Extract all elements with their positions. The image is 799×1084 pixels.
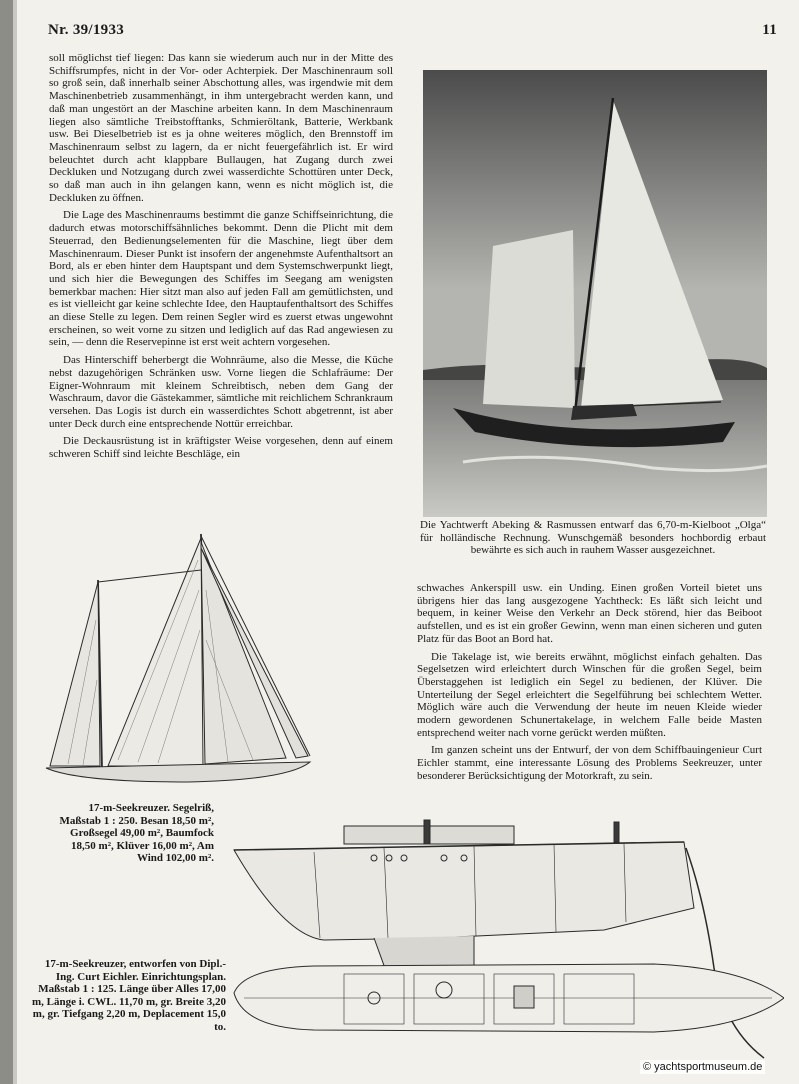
paragraph: Das Hinterschiff beherbergt die Wohnräume, also die Messe, die Küche nebst dazugehörigen Schränken usw. Vorne liegen die Schlafräume: Der Eigner-Wohnraum mit kleinem Schreibtisch, neben dem Gang der Waschraum, davor die Gästekammer, sämtliche mit reichlichem Schrankraum versehen. Das Logis ist durch ein wasserdichtes Schott abgetrennt, ist aber unter Deck durch eine entsprechende Nottür erreichbar.	[49, 354, 393, 430]
sail-plan-caption: 17-m-Seekreuzer. Segelriß, Maßstab 1 : 250. Besan 18,50 m², Großsegel 49,00 m², Baumfock 18,50 m², Klüver 16,00 m², Am Wind 102,00 m².	[59, 802, 214, 865]
watermark-credit: © yachtsportmuseum.de	[640, 1060, 765, 1074]
page-number: 11	[762, 22, 777, 38]
layout-plan-svg	[224, 818, 784, 1068]
sailboat-photo	[423, 70, 767, 517]
left-text-column	[49, 52, 393, 502]
page-spine-edge	[13, 0, 17, 1084]
paragraph: soll möglichst tief liegen: Das kann sie wiederum auch nur in der Mitte des Schiffsrumpfes, nicht in der Vor- oder Achterpiek. Der Maschinenraum soll so groß sein, daß innerhalb seiner Abschottung alles, was irgendwie mit dem Maschinenbetrieb zusammenhängt, in ihm untergebracht werden kann, und daß man ungestört an der Maschine arbeiten kann. In dem Maschinenraum liegen also sämtliche Treibstofftanks, Schmieröltank, Batterie, Werkbank usw. Bei Dieselbetrieb ist es ja ohne weiteres möglich, den Brennstoff im Maschinenraum selbst zu lagern, da er nicht feuergefährlich ist. Er wird beleuchtet durch acht klappbare Bullaugen, hat Zugang durch zwei Deckluken und Notzugang durch zwei wasserdichte Schottüren unter Deck, so daß man auch in ihn gelangen kann, wenn es nicht möglich ist, die Deckluken zu öffnen.	[49, 52, 393, 204]
hull-and-layout-plans	[224, 818, 784, 1068]
sailboat-photo-image	[423, 70, 767, 517]
issue-number: Nr. 39/1933	[48, 22, 125, 38]
paragraph: Die Lage des Maschinenraums bestimmt die ganze Schiffseinrichtung, die dadurch etwas motorschiffsähnliches bekommt. Denn die Plicht mit dem Steuerrad, den Bedienungselementen für die Maschine, liegt über dem Maschinenraum. Dieser Punkt ist insofern der angenehmste Aufenthaltsort an Bord, als er eben hinter dem Hauptspant und dem Systemschwerpunkt liegt, und sich hier die Bewegungen des Schiffes im Seegang am wenigsten bemerkbar machen: Hier sitzt man also auf jeden Fall am gemütlichsten, und es ist vielleicht gar keine schlechte Idee, den Hauptaufenthaltsort des Schiffes an diese Stelle zu legen. Dem reinen Segler wird es zuerst etwas ungewohnt erscheinen, so weit vorne zu sitzen und lediglich auf das Rad angewiesen zu sein, — denn die Reservepinne ist erst weit achtern vorgesehen.	[49, 209, 393, 349]
page-spine-shadow	[0, 0, 13, 1084]
paragraph: schwaches Ankerspill usw. ein Unding. Einen großen Vorteil bietet uns übrigens hier das lang ausgezogene Yachtheck: Es läßt sich leicht und bequem, in keiner Weise den Verkehr an Deck störend, hier das Beiboot aufstellen, und es ist ein großer Gewinn, wenn man einen sicheren und guten Platz für das Boot an Bord hat.	[417, 582, 762, 645]
sail-plan-drawing	[38, 530, 314, 796]
layout-plan-caption: 17-m-Seekreuzer, entworfen von Dipl.-Ing. Curt Eichler. Einrichtungsplan. Maßstab 1 : 125. Länge über Alles 17,00 m, Länge i. CWL. 11,70 m, gr. Breite 3,20 m, gr. Tiefgang 2,20 m, Deplacement 15,0 to.	[31, 958, 226, 1033]
paragraph: Die Takelage ist, wie bereits erwähnt, möglichst einfach gehalten. Das Segelsetzen wird erleichtert durch Winschen für die großen Segel, beim Überstaggehen ist lediglich ein Segel zu bedienen, der Klüver. Die Unterteilung der Segel erleichtert die Segelführung bei schlechtem Wetter. Möglich wäre auch die Verwendung der heute im neuen Kleide wieder modern gewordenen Schunertakelage, in welchem Falle beide Masten entsprechend weiter nach vorne gerückt werden müßten.	[417, 650, 762, 739]
paragraph: Im ganzen scheint uns der Entwurf, der von dem Schiffbauingenieur Curt Eichler stammt, eine interessante Lösung des Problems Seekreuzer, unter besonderer Berücksichtigung der Motorkraft, zu sein.	[417, 744, 762, 782]
paragraph: Die Deckausrüstung ist in kräftigster Weise vorgesehen, denn auf einem schweren Schiff sind leichte Beschläge, ein	[49, 435, 393, 461]
photo-caption: Die Yachtwerft Abeking & Rasmussen entwarf das 6,70-m-Kielboot „Olga“ für holländische Rechnung. Wunschgemäß besonders hochbordig erbaut bewährte es sich auch in rauhem Wasser ausgezeichnet.	[420, 519, 766, 557]
sail-plan-svg	[38, 530, 314, 796]
right-text-column	[417, 582, 762, 812]
